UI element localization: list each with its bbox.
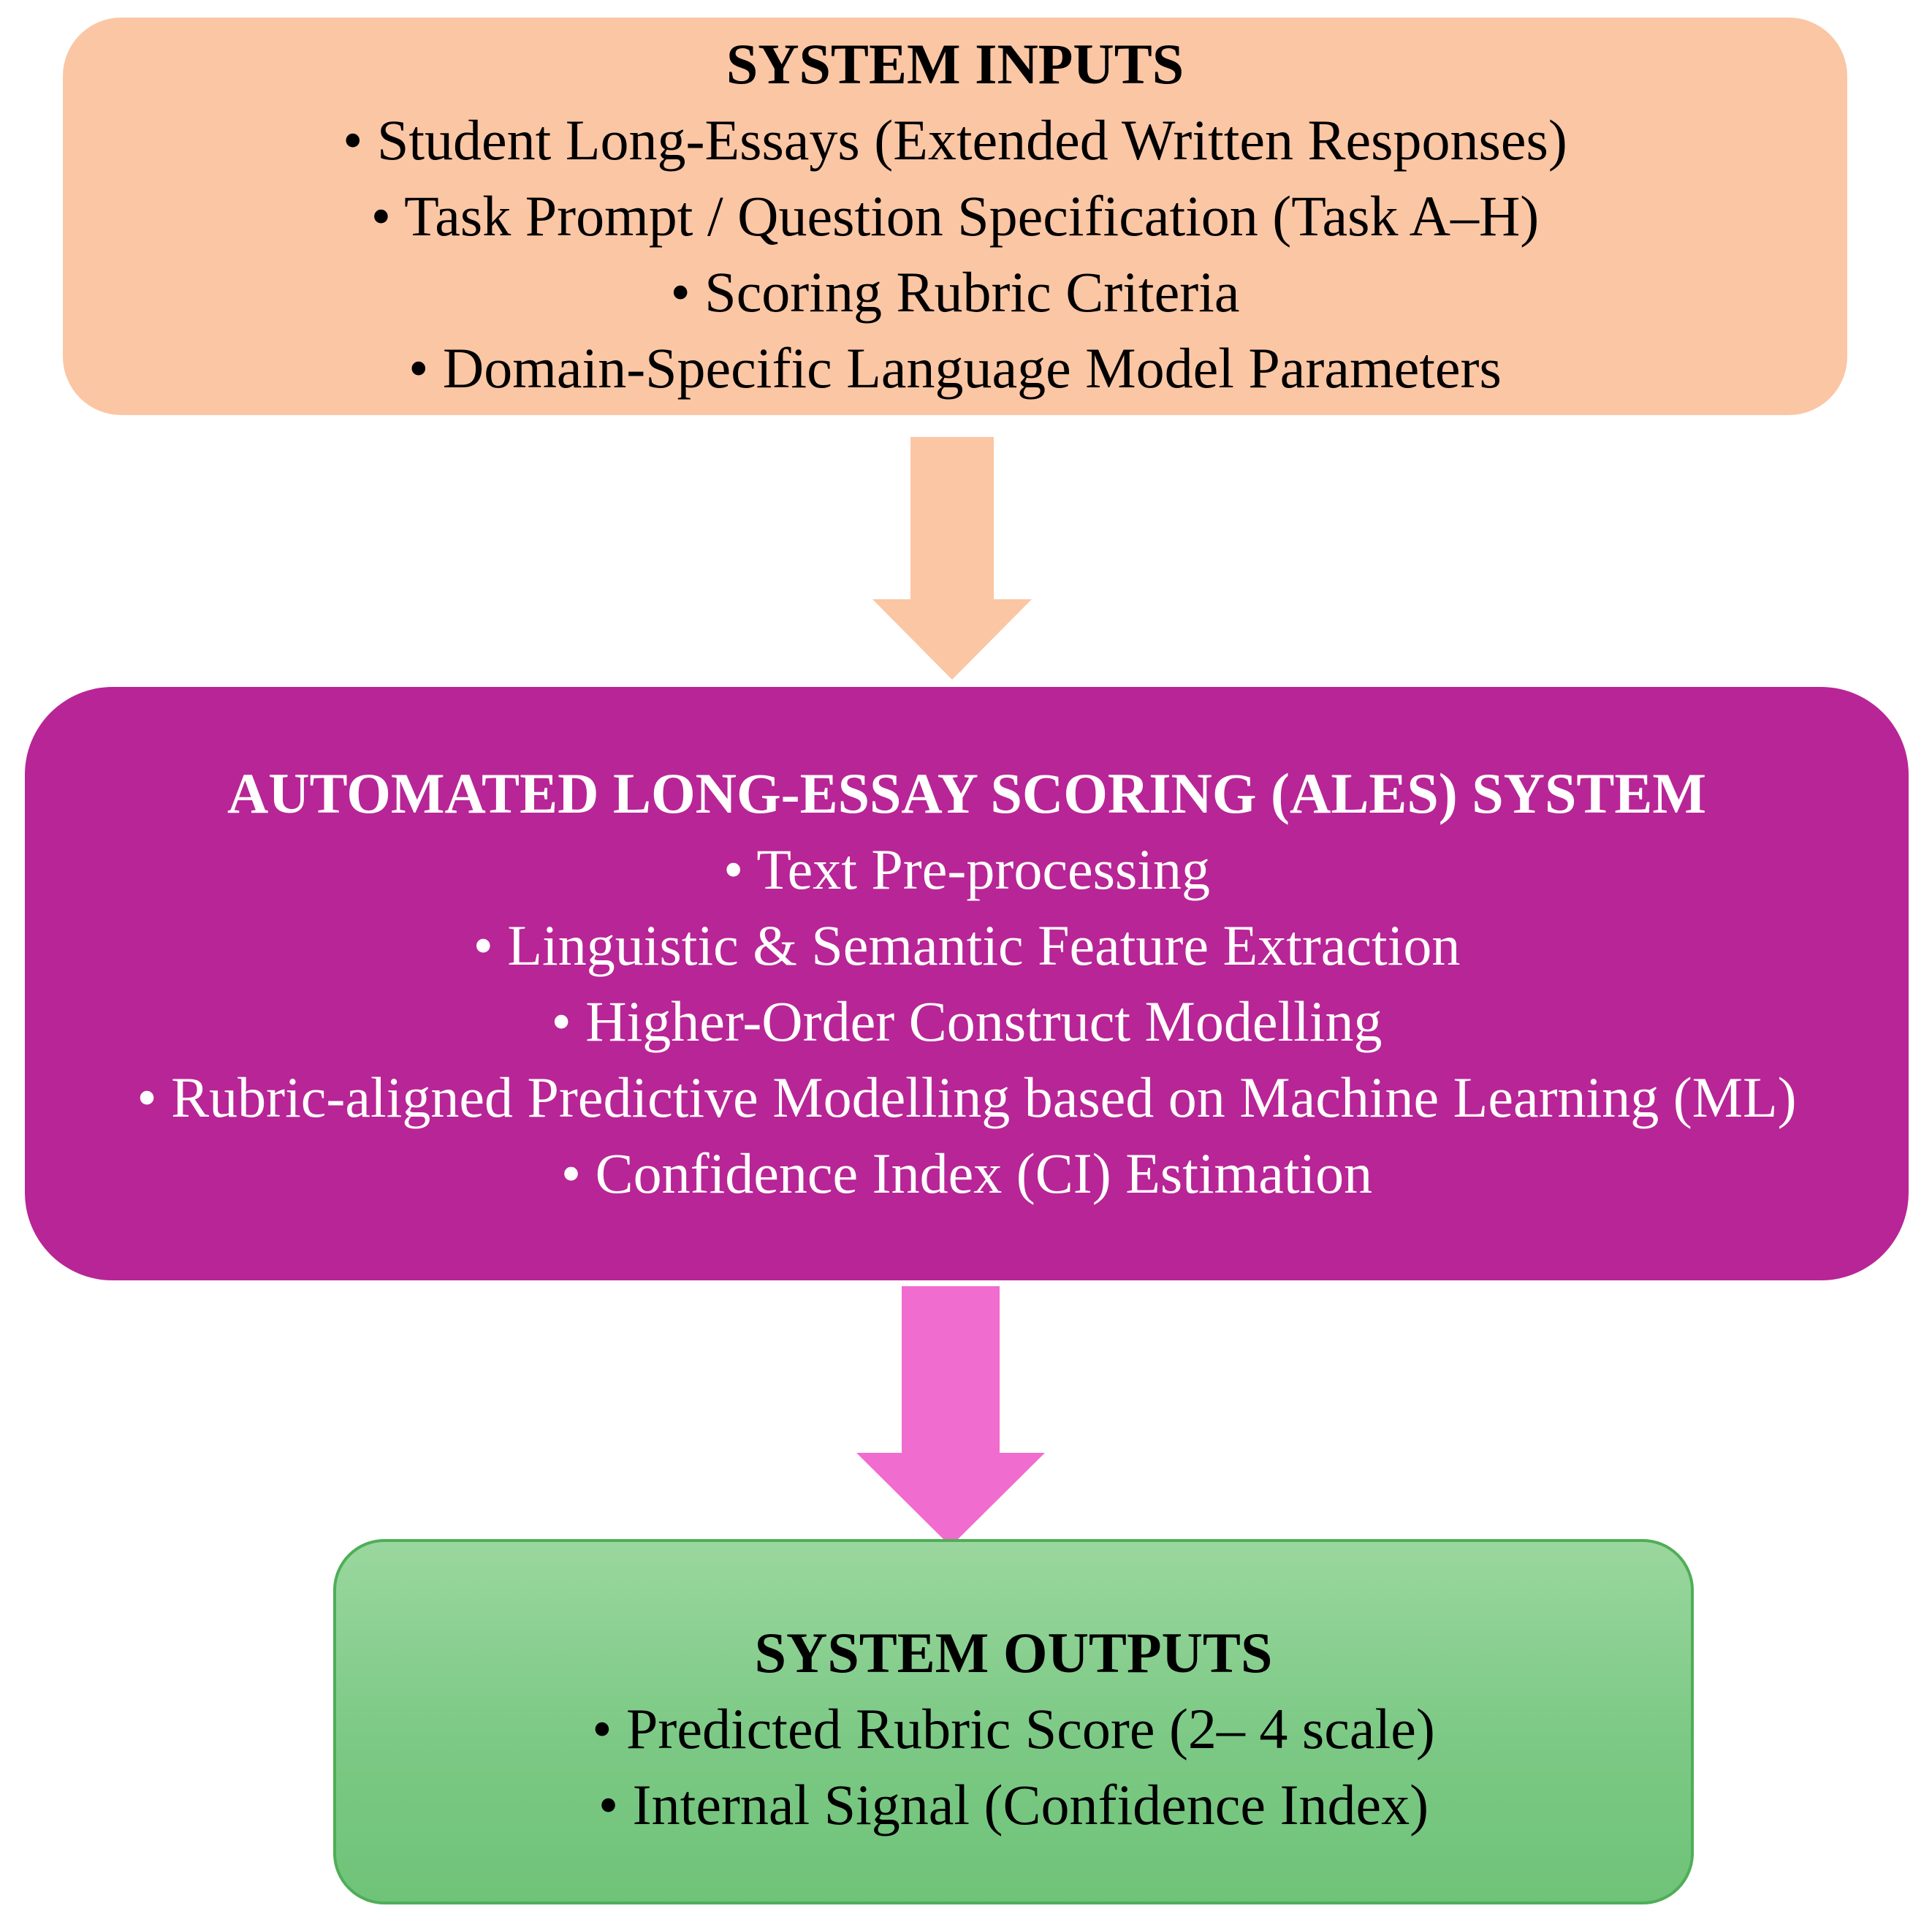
ales-system-title: AUTOMATED LONG-ESSAY SCORING (ALES) SYSTEM [227, 761, 1707, 825]
input-item: • Task Prompt / Question Specification (Task A–H) [370, 184, 1540, 248]
ales-item: • Rubric-aligned Predictive Modelling based on Machine Learning (ML) [137, 1066, 1797, 1129]
ales-item: • Confidence Index (CI) Estimation [560, 1142, 1373, 1205]
output-item: • Internal Signal (Confidence Index) [598, 1773, 1429, 1836]
input-item: • Student Long-Essays (Extended Written Responses) [343, 108, 1567, 172]
arrow-down-ales-to-outputs [852, 1286, 1049, 1549]
ales-item: • Text Pre-processing [723, 837, 1210, 901]
output-item: • Predicted Rubric Score (2– 4 scale) [592, 1697, 1435, 1760]
ales-item: • Linguistic & Semantic Feature Extraction [473, 913, 1461, 977]
system-outputs-box [333, 1539, 1694, 1904]
ales-item: • Higher-Order Construct Modelling [551, 990, 1383, 1053]
input-item: • Domain-Specific Language Model Parameters [408, 336, 1502, 400]
system-outputs-title: SYSTEM OUTPUTS [754, 1621, 1273, 1684]
ales-system-box [25, 687, 1909, 1280]
system-inputs-title: SYSTEM INPUTS [726, 32, 1184, 96]
arrow-down-inputs-to-ales [868, 437, 1036, 683]
input-item: • Scoring Rubric Criteria [670, 260, 1240, 324]
system-inputs-box [63, 18, 1847, 415]
